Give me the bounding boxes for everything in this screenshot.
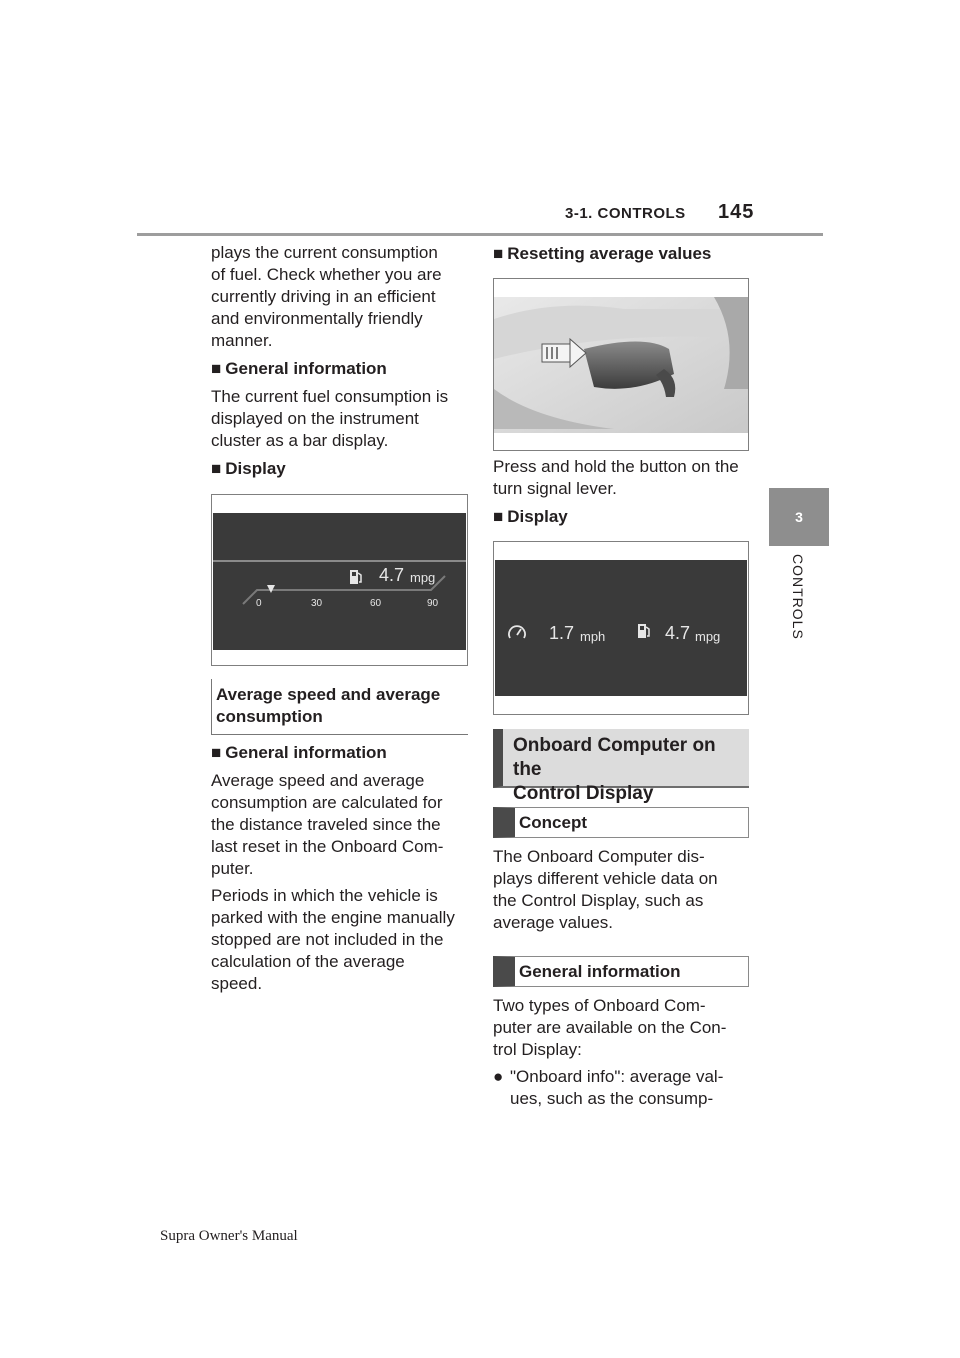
concept-text: The Onboard Computer dis- plays different vehicle data on the Control Display, such as average values. bbox=[493, 847, 718, 932]
general-information-text: The current fuel consumption is displayed on the instrument cluster as a bar display. bbox=[211, 387, 449, 450]
general-information-heading: ■ General information bbox=[211, 359, 387, 378]
general-information-box-text: Two types of Onboard Com- puter are available on the Con- trol Display: bbox=[493, 996, 727, 1059]
average-speed-caption: Average speed and average consumption bbox=[211, 679, 468, 735]
reset-instruction-text: Press and hold the button on the turn signal lever. bbox=[493, 457, 739, 498]
running-header-section: 3-1. CONTROLS bbox=[565, 205, 686, 222]
chapter-tab-label: CONTROLS bbox=[790, 554, 806, 640]
onboard-info-bullet: ● "Onboard info": average val- ues, such as the consump- bbox=[493, 1067, 724, 1108]
average-calculation-text: Average speed and average consumption are calculated for the distance traveled since the last reset in the Onboard Com- puter. bbox=[211, 771, 444, 878]
fuel-unit: mpg bbox=[410, 570, 436, 585]
fuel-consumption-bar-figure bbox=[211, 494, 468, 666]
average-values-display-figure bbox=[493, 541, 749, 715]
speedometer-icon bbox=[507, 624, 527, 640]
turn-signal-lever-figure bbox=[493, 278, 749, 451]
turn-signal-lever-illustration bbox=[494, 279, 748, 450]
instrument-cluster-screen bbox=[213, 513, 466, 650]
chapter-tab-number: 3 bbox=[769, 488, 829, 546]
average-speed-unit: mph bbox=[580, 629, 606, 644]
bullet-icon: ● bbox=[493, 1067, 504, 1086]
display-heading: ■ Display bbox=[211, 459, 286, 478]
average-values-screen bbox=[495, 560, 747, 696]
section-title: Onboard Computer on the Control Display bbox=[493, 729, 749, 788]
fuel-pump-icon bbox=[349, 568, 363, 586]
resetting-average-values-heading: ■ Resetting average values bbox=[493, 244, 712, 263]
header-rule bbox=[137, 233, 823, 236]
average-fuel-value: 4.7 bbox=[665, 623, 691, 643]
general-information-heading-2: ■ General information bbox=[211, 743, 387, 762]
concept-heading: Concept bbox=[493, 807, 749, 838]
page-number: 145 bbox=[718, 201, 755, 223]
parked-periods-text: Periods in which the vehicle is parked with the engine manually stopped are not included in the calculation of the average speed. bbox=[211, 886, 455, 993]
scale-label-0: 0 bbox=[256, 598, 262, 609]
average-speed-value: 1.7 bbox=[549, 623, 575, 643]
display-heading-2: ■ Display bbox=[493, 507, 568, 526]
footer-text: Supra Owner's Manual bbox=[160, 1228, 298, 1244]
average-fuel-unit: mpg bbox=[695, 629, 721, 644]
fuel-value: 4.7 bbox=[379, 565, 405, 585]
scale-label-90: 90 bbox=[427, 598, 439, 609]
scale-label-30: 30 bbox=[311, 598, 323, 609]
fuel-pump-icon bbox=[637, 622, 651, 640]
scale-label-60: 60 bbox=[370, 598, 382, 609]
intro-paragraph: plays the current consumption of fuel. Check whether you are currently driving in an efficient and environmentally friendly manner. bbox=[211, 243, 442, 350]
general-information-box-heading: General information bbox=[493, 956, 749, 987]
